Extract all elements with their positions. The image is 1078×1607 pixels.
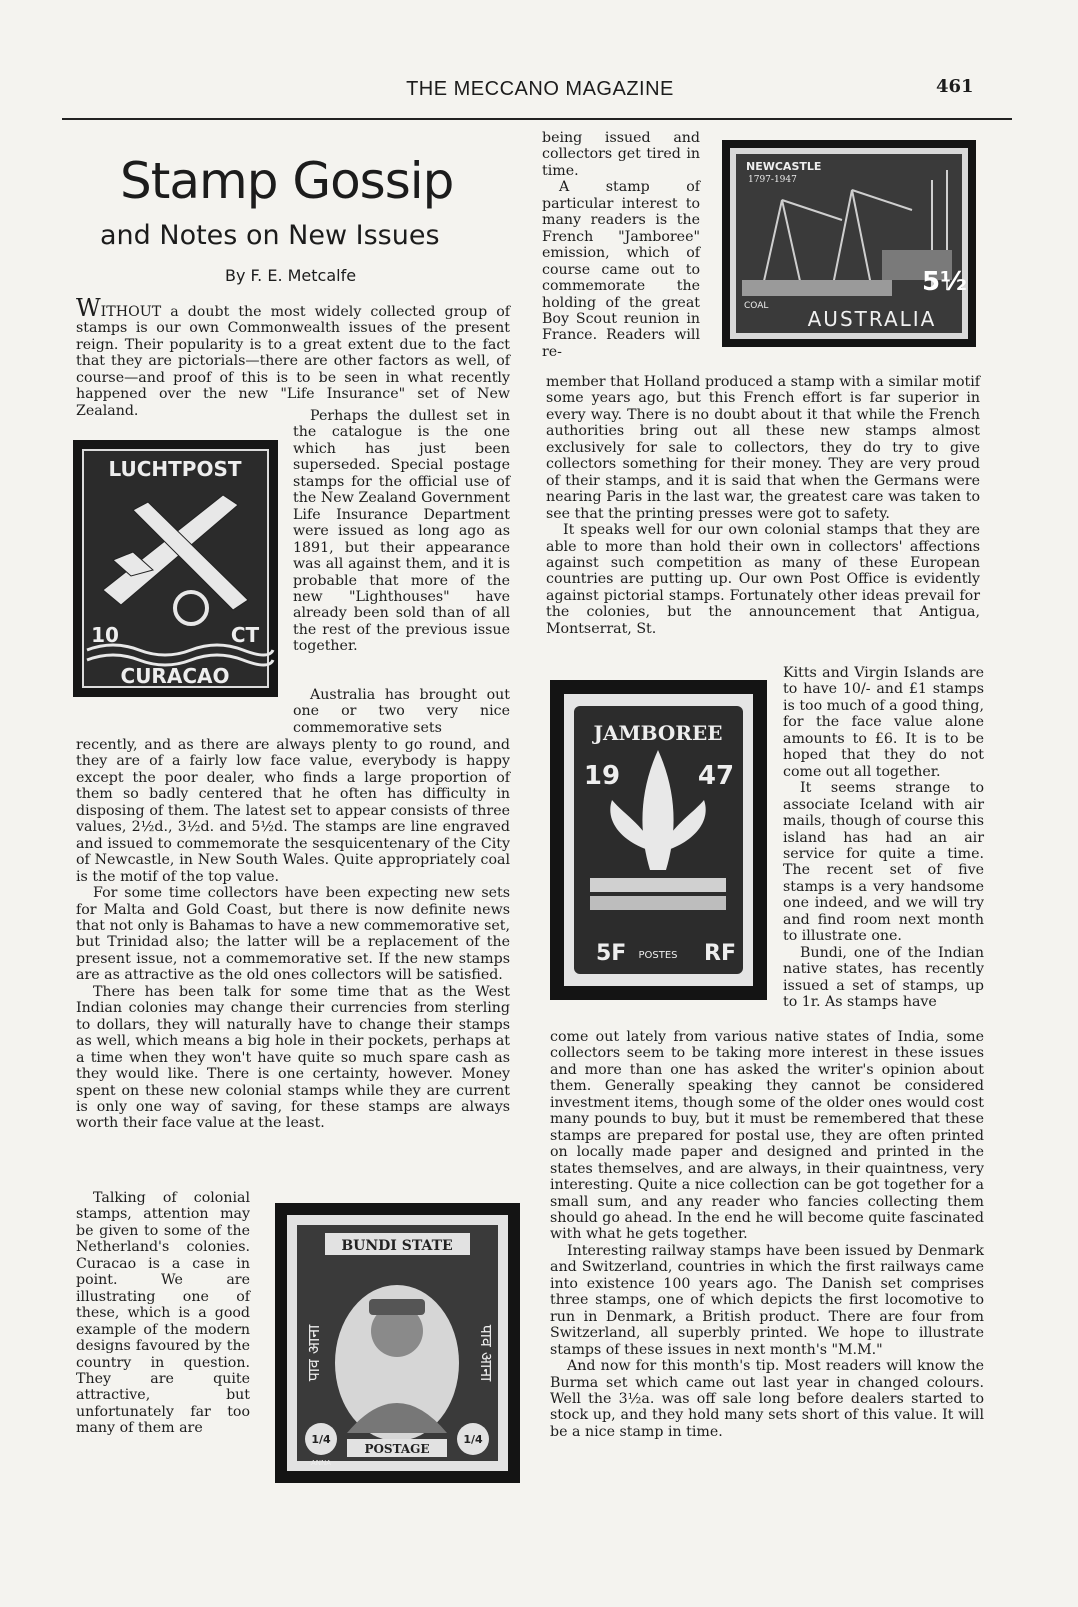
fleur-de-lis-stamp-art [550, 680, 767, 1000]
bundi-text: come out lately from various native states of India, some collectors seem to be taking more interest in these issues and more than one has asked the writer's opinion about them. Generally speaking they cannot be considered investment items, though some of the older ones would cost many pounds to buy, but it must be remembered that these stamps are prepared for postal use, they are often printed on locally made paper and designed and printed in the states themselves, and are always, in their quaintness, very interesting. Quite a nice collection can be got together for a small sum, and any reader who fancies collecting them should go ahead. In the end he will become quite fascinated with what he gets together. [550, 1029, 984, 1243]
bundi-intro-text: Bundi, one of the Indian native states, has recently issued a set of stamps, up to 1r. As stamps have [783, 944, 984, 1011]
page-number: 461 [936, 76, 974, 97]
intro-text: ITHOUT a doubt the most widely collected group of stamps is our own Commonwealth issues of the present reign. Their popularity is to a great extent due to the fact that they are pictorials—there are other factors as well, of course—and proof of this is to be seen in what recently happened over the new "Life Insurance" set of New Zealand. [76, 304, 510, 419]
intro-paragraph [76, 294, 510, 419]
svg-text:47: 47 [697, 761, 735, 791]
svg-text:RF: RF [704, 941, 736, 966]
colonial-competition-text: It speaks well for our own colonial stamps that they are able to more than hold their own in collectors' affections against such competition as many of these European countries are putting up. Our own Post Office is evidently against pictorial stamps. Fortunately other ideas prevail for the colonies, but the announcement that Antigua, Montserrat, St. [546, 522, 980, 637]
australia-paragraph-start [293, 687, 510, 736]
svg-text:1/4: 1/4 [311, 1433, 331, 1446]
svg-text:19: 19 [583, 761, 621, 791]
drop-cap: W [76, 294, 101, 322]
colonial-values-text: Kitts and Virgin Islands are to have 10/- and £1 stamps is too much of a good thing, for the face value alone amounts to £6. It is to be hoped that they do not come out all together. [783, 665, 984, 780]
jamboree-intro-text: A stamp of particular interest to many readers is the French "Jamboree" emission, which of course came out to commemorate the holding of the great Boy Scout reunion in France. Readers will re- [542, 179, 700, 360]
portrait-stamp-art [275, 1203, 520, 1483]
australia-paragraph [76, 737, 510, 1132]
jamboree-text: member that Holland produced a stamp with a similar motif some years ago, but this French effort is far superior in every way. There is no doubt about it that while the French authorities bring out all these new stamps almost exclusively for sale to collectors, they do try to give collectors something for their money. They are very proud of their stamps, and it is said that when the Germans were nearing Paris in the last war, the greatest care was taken to see that the printing presses were got to safety. [546, 374, 980, 522]
article-title: Stamp Gossip [120, 152, 454, 210]
svg-text:5F: 5F [596, 941, 627, 966]
jamboree-stamp [550, 680, 767, 1000]
svg-text:1797-1947: 1797-1947 [748, 175, 797, 185]
tired-text: being issued and collectors get tired in time. [542, 130, 700, 179]
australia-text-rest: recently, and as there are always plenty to go round, and they are of a fairly low face value, everybody is happy except the poor dealer, who finds a large proportion of them so badly centered that he often has difficulty in disposing of them. The latest set to appear consists of three values, 2½d., 3½d. and 5½d. The stamps are line engraved and issued to commemorate the sesquicentenary of the City of Newcastle, in New South Wales. Quite appropriately coal is the motif of the top value. [76, 737, 510, 885]
svg-text:NEWCASTLE: NEWCASTLE [746, 160, 822, 173]
svg-text:5½: 5½ [922, 267, 968, 297]
svg-text:LUCHTPOST: LUCHTPOST [108, 457, 242, 481]
running-title: THE MECCANO MAGAZINE [406, 78, 674, 100]
iceland-text: It seems strange to associate Iceland with air mails, though of course this island has had an air service for quite a time. The recent set of five stamps is a very handsome one indeed, and we will try and find room next month to illustrate one. [783, 780, 984, 945]
jamboree-paragraph [546, 374, 980, 637]
svg-text:POSTES: POSTES [638, 950, 678, 961]
svg-text:पाव आना: पाव आना [477, 1324, 496, 1382]
iceland-narrow-paragraph [783, 665, 984, 1011]
svg-text:COAL: COAL [744, 301, 769, 311]
coal-port-stamp-art [722, 140, 976, 347]
airplane-stamp-art [73, 440, 278, 697]
colonial-text: Talking of colonial stamps, attention may be given to some of the Netherland's colonies. Curacao is a case in point. We are illustrating one of these, which is a good example of the modern designs favoured by the country in question. They are quite attractive, but unfortunately far too many of them are [76, 1190, 250, 1437]
svg-text:BUNDI STATE: BUNDI STATE [341, 1238, 453, 1254]
svg-text:JAMBOREE: JAMBOREE [593, 721, 723, 745]
svg-text:ANNA: ANNA [310, 1459, 332, 1467]
svg-text:AUSTRALIA: AUSTRALIA [807, 307, 937, 331]
malta-paragraph: For some time collectors have been expecting new sets for Malta and Gold Coast, but there is now definite news that not only is Bahamas to have a new commemorative set, but Trinidad also; the latter will be a replacement of the present issue, not a commemorative set. If the new stamps are as attractive as the old ones collectors will be satisfied. [76, 885, 510, 984]
luchtpost-curacao-stamp [73, 440, 278, 697]
railway-paragraph: Interesting railway stamps have been issued by Denmark and Switzerland, countries in which the first railways came into existence 100 years ago. The Danish set comprises three stamps, one of which depicts the first locomotive to run in Denmark, a British product. There are four from Switzerland, all superbly printed. We hope to illustrate stamps of these issues in next month's "M.M." [550, 1242, 984, 1358]
svg-text:1/4: 1/4 [463, 1433, 483, 1446]
insurance-paragraph [293, 408, 510, 655]
article-subtitle: and Notes on New Issues [100, 220, 440, 251]
svg-text:CURACAO: CURACAO [120, 664, 230, 688]
svg-text:पाव आना: पाव आना [304, 1324, 323, 1382]
header-rule [62, 118, 1012, 120]
colonial-paragraph [76, 1190, 250, 1437]
bundi-state-stamp [275, 1203, 520, 1483]
svg-text:10: 10 [91, 623, 119, 647]
svg-text:CT: CT [230, 623, 260, 647]
jamboree-narrow-paragraph [542, 130, 700, 360]
australia-text-start: Australia has brought out one or two very nice commemorative sets [293, 687, 510, 736]
svg-text:POSTAGE: POSTAGE [364, 1442, 430, 1456]
byline: By F. E. Metcalfe [225, 266, 357, 285]
newcastle-australia-stamp [722, 140, 976, 347]
tip-paragraph: And now for this month's tip. Most readers will know the Burma set which came out last year in changed colours. Well the 3½a. was off sale long before dealers started to stock up, and they hold many sets short of this value. It will be a nice stamp in time. [550, 1358, 984, 1440]
bundi-paragraph [550, 1029, 984, 1440]
insurance-text: Perhaps the dullest set in the catalogue is the one which has just been superseded. Special postage stamps for the official use of the New Zealand Government Life Insurance Department were issued as long ago as 1891, but their appearance was all against them, and it is probable that more of the new "Lighthouses" have already been sold than of all the rest of the previous issue together. [293, 408, 510, 655]
west-indian-paragraph: There has been talk for some time that as the West Indian colonies may change their currencies from sterling to dollars, they will naturally have to change their stamps as well, which means a big hole in their pockets, perhaps at a time when they won't have quite so much spare cash as they would like. There is one certainty, however. Money spent on these new colonial stamps while they are current is only one way of saving, for these stamps are always worth their face value at the least. [76, 983, 510, 1132]
